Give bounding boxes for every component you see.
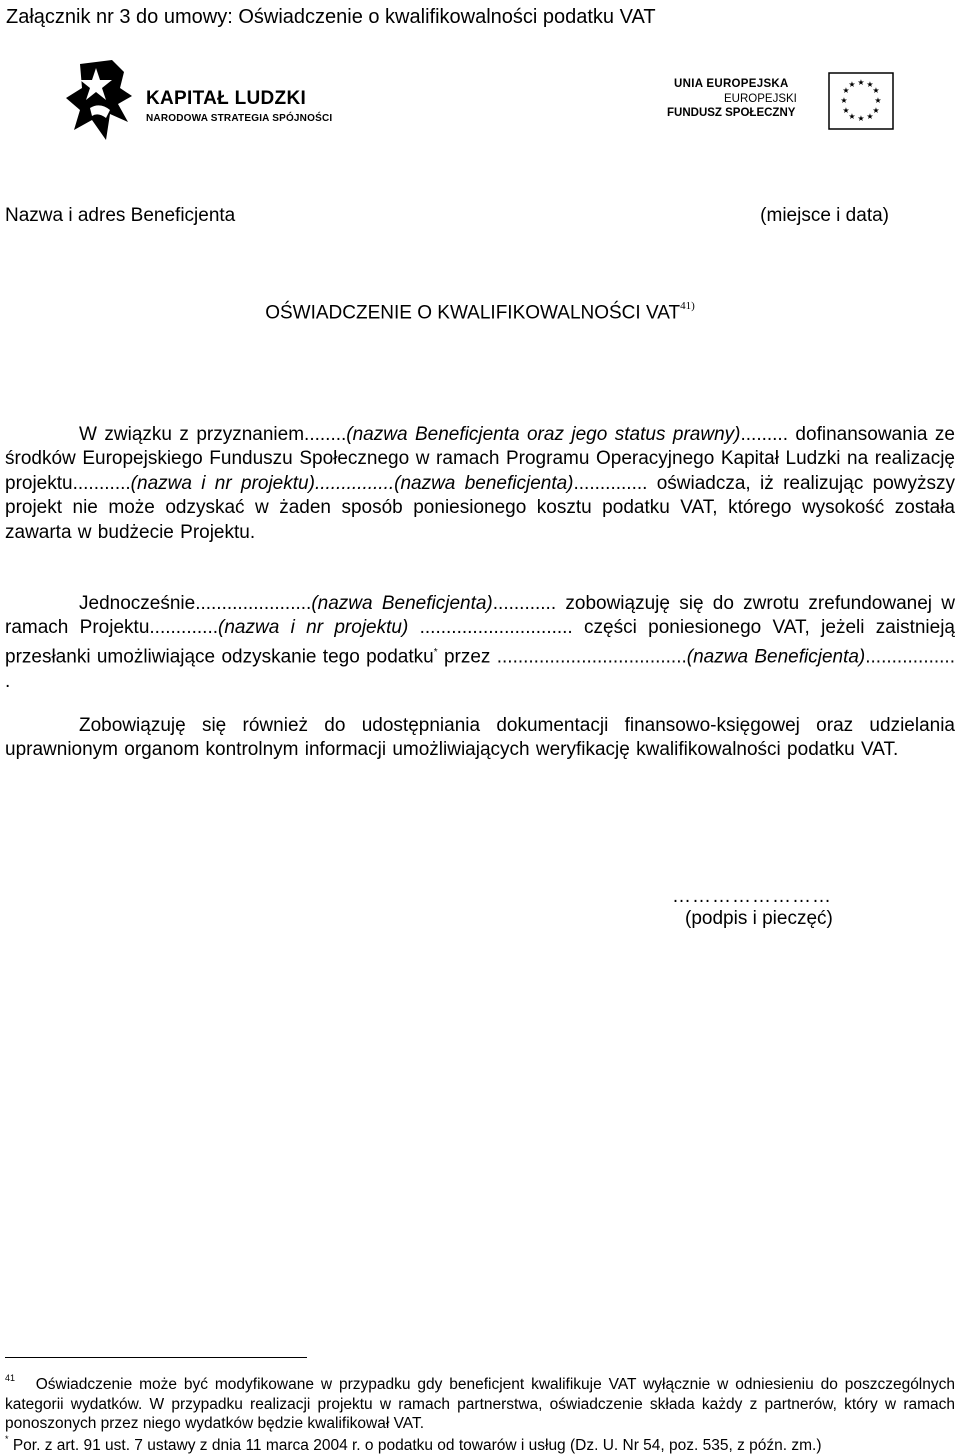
- document-title-text: OŚWIADCZENIE O KWALIFIKOWALNOŚCI VAT: [265, 302, 681, 324]
- p2-text-h: ................. .: [5, 646, 955, 692]
- kapital-ludzki-title: KAPITAŁ LUDZKI: [146, 88, 307, 109]
- p3-text: Zobowiązuję się również do udostępniania dokumentacji finansowo-księgowej oraz udzielania uprawnionym organom kontrolnym informacji umożliwiających weryfikację kwalifikowalności podatku VAT.: [5, 715, 955, 761]
- p1-text-g: .............. oświadcza, iż realizując powyższy projekt nie może odzyskać w żaden sposób poniesionego kosztu podatku VAT, którego wysokość została zawarta w budżecie Projektu.: [5, 472, 956, 543]
- signature-label: (podpis i pieczęć): [685, 908, 833, 929]
- svg-text:★: ★: [872, 106, 880, 115]
- beneficiary-name-address-label: Nazwa i adres Beneficjenta: [5, 205, 236, 226]
- eu-efs-logo: [664, 72, 896, 130]
- svg-text:★: ★: [842, 106, 850, 115]
- obligation-paragraph: [5, 592, 955, 694]
- footnote-separator: [5, 1357, 307, 1358]
- documentation-paragraph: [5, 714, 955, 763]
- p2-placeholder-project: (nazwa i nr projektu): [218, 617, 409, 639]
- svg-text:★: ★: [848, 80, 856, 89]
- footnote-41-text: Oświadczenie może być modyfikowane w przypadku gdy beneficjent kwalifikuje VAT wyłącznie w odniesieniu do poszczególnych kategorii wydatków. W przypadku realizacji projektu w ramach partnerstwa, oświadczenie składa każdy z partnerów, który w ramach ponoszonych przez niego wydatków będzie kwalifikował VAT.: [5, 1376, 955, 1433]
- eu-fund-text: EUROPEJSKI: [724, 93, 797, 105]
- eu-union-text: UNIA EUROPEJSKA: [674, 78, 789, 90]
- footnote-asterisk-text: Por. z art. 91 ust. 7 ustawy z dnia 11 marca 2004 r. o podatku od towarów i usług (Dz. U. Nr 54, poz. 535, z późn. zm.): [12, 1437, 822, 1455]
- svg-text:★: ★: [842, 86, 850, 95]
- svg-text:★: ★: [857, 78, 865, 87]
- svg-text:★: ★: [866, 112, 874, 121]
- p2-text-c: ............ zobowiązuję się do zwrotu zrefundowanej w ramach Projektu.............: [5, 593, 955, 639]
- eu-flag-icon: [828, 72, 894, 130]
- kapital-ludzki-subtitle: NARODOWA STRATEGIA SPÓJNOŚCI: [146, 113, 333, 124]
- p1-placeholder-beneficiary: .....(nazwa beneficjenta): [367, 472, 574, 494]
- eu-social-fund-text: FUNDUSZ SPOŁECZNY: [667, 107, 796, 119]
- p2-text-e: ............................. części poniesionego VAT, jeżeli zaistnieją przesłanki umożliwiające odzyskanie tego podatku: [5, 617, 955, 668]
- footnote-41-mark: 41: [5, 1373, 16, 1383]
- p2-placeholder-beneficiary-2: (nazwa Beneficjenta): [686, 646, 866, 668]
- svg-text:★: ★: [840, 96, 848, 105]
- footnote-41: [5, 1371, 955, 1434]
- p2-text-f: przez ....................................: [437, 646, 687, 668]
- p1-text-a: W związku z przyznaniem........: [79, 424, 347, 445]
- svg-text:★: ★: [857, 114, 865, 123]
- svg-text:★: ★: [874, 96, 882, 105]
- footnote-asterisk-mark: *: [5, 1434, 9, 1444]
- declaration-paragraph: [5, 423, 955, 545]
- p1-text-c: ......... dofinansowania ze środków Europejskiego Funduszu Społecznego w ramach Programu Operacyjnego Kapitał Ludzki na realizację projektu...........: [5, 424, 955, 494]
- p2-footnote-mark: *: [433, 646, 438, 658]
- footnote-asterisk: [5, 1432, 955, 1456]
- p1-placeholder-project: (nazwa i nr projektu): [130, 472, 315, 494]
- place-date-label: (miejsce i data): [760, 205, 889, 226]
- kapital-ludzki-logo: [66, 58, 346, 144]
- title-footnote-ref: 41): [680, 300, 695, 312]
- p2-placeholder-beneficiary: (nazwa Beneficjenta): [311, 593, 493, 614]
- svg-text:★: ★: [848, 112, 856, 121]
- p1-placeholder-beneficiary-status: (nazwa Beneficjenta oraz jego status prawny): [346, 424, 741, 445]
- signature-line: ……………………: [672, 886, 832, 907]
- document-title: [0, 302, 960, 324]
- p2-text-a: Jednocześnie......................: [79, 593, 312, 614]
- p1-text-e: ..........: [314, 472, 368, 494]
- svg-text:★: ★: [872, 86, 880, 95]
- annex-header: Załącznik nr 3 do umowy: Oświadczenie o kwalifikowalności podatku VAT: [6, 6, 656, 28]
- svg-text:★: ★: [866, 80, 874, 89]
